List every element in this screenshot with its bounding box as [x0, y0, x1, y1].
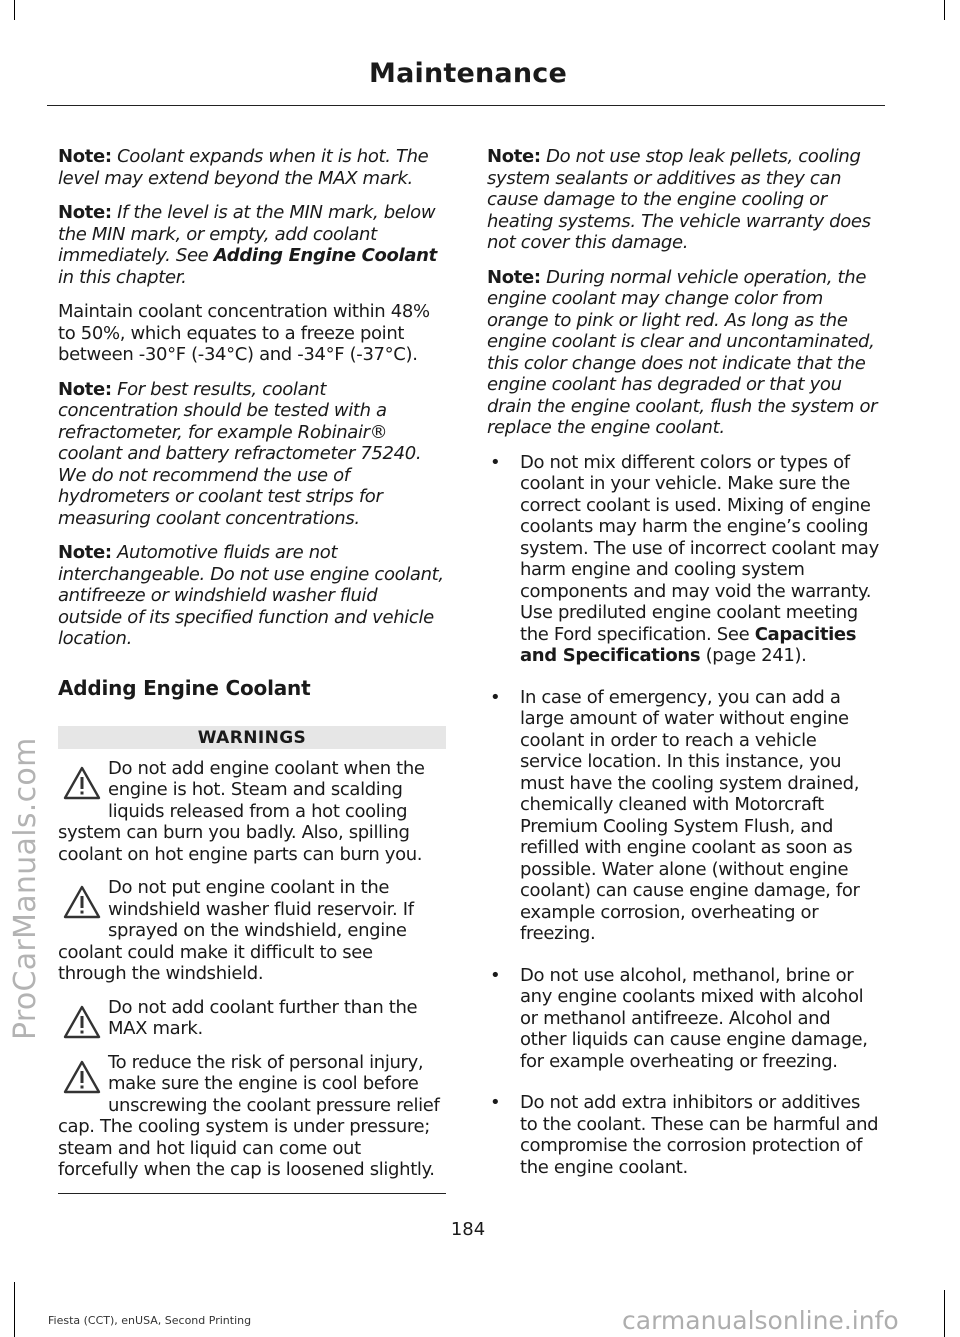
header-rule	[47, 105, 885, 106]
warning-item: Do not add engine coolant when the engine is hot. Steam and scalding liquids released from a hot cooling system can burn you badly. Also, spilling coolant on hot engine parts can burn you.	[58, 757, 425, 865]
crop-mark-bottom-left	[14, 1282, 15, 1337]
page-number: 184	[450, 1219, 486, 1240]
note-fluids-not-interchangeable: Note: Automotive fluids are not interchangeable. Do not use engine coolant, antifreeze or windshield washer fluid outside of its specified function and vehicle location.	[58, 542, 444, 649]
xref-adding-engine-coolant[interactable]: Adding Engine Coolant	[213, 245, 437, 266]
left-column	[58, 146, 446, 1194]
crop-mark-bottom-right	[944, 1290, 945, 1337]
warning-triangle-icon	[62, 883, 102, 921]
warning-item: To reduce the risk of personal injury, make sure the engine is cool before unscrewing the coolant pressure relief cap. The cooling system is under pressure; steam and hot liquid can come out forcefully when the cap is loosened slightly.	[58, 1051, 440, 1180]
watermark-bottom: carmanualsonline.info	[622, 1306, 899, 1335]
note-stop-leak: Note: Do not use stop leak pellets, cooling system sealants or additives as they can cause damage to the engine cooling or heating systems. The vehicle warranty does not cover this damage.	[487, 146, 871, 253]
crop-mark-top-left	[14, 0, 15, 20]
bullet-marker: •	[490, 451, 501, 473]
list-item: • Do not use alcohol, methanol, brine or any engine coolants mixed with alcohol or methanol antifreeze. Alcohol and other liquids can cause engine damage, for example overheating or freezing.	[490, 964, 868, 1072]
watermark-side: ProCarManuals.com	[8, 737, 43, 1040]
crop-mark-top-right	[944, 0, 945, 20]
coolant-bullet-list	[487, 452, 879, 1179]
warning-item: Do not add coolant further than the MAX mark.	[58, 997, 446, 1040]
bullet-marker: •	[490, 686, 501, 708]
note-color-change: Note: During normal vehicle operation, the engine coolant may change color from orange to pink or light red. As long as the engine coolant is clear and uncontaminated, this color change does not indicate that the engine coolant has degraded or that you drain the engine coolant, flush the system or replace the engine coolant.	[487, 266, 878, 438]
footer-edition: Fiesta (CCT), enUSA, Second Printing	[48, 1314, 252, 1327]
xref-capacities-specifications[interactable]: Capacities and Specifications	[520, 623, 857, 666]
list-item: • Do not mix different colors or types of coolant in your vehicle. Make sure the correct coolant is used. Mixing of engine coolants may harm the engine’s cooling system. The use of incorrect coolant may harm engine and cooling system components and may void the warranty. Use prediluted engine coolant meeting the Ford specification. See Capacities and Specifications (page 241).	[490, 451, 879, 666]
warnings-end-rule	[58, 1193, 446, 1194]
note-coolant-expands: Note: Coolant expands when it is hot. The level may extend beyond the MAX mark.	[58, 146, 429, 189]
warnings-heading: WARNINGS	[58, 726, 446, 749]
note-min-level: Note: If the level is at the MIN mark, below the MIN mark, or empty, add coolant immediately. See Adding Engine Coolant in this chapter.	[58, 202, 437, 288]
warning-triangle-icon	[62, 764, 102, 802]
warning-triangle-icon	[62, 1058, 102, 1096]
warning-item: Do not put engine coolant in the windshield washer fluid reservoir. If sprayed on the windshield, engine coolant could make it difficult to see through the windshield.	[58, 877, 414, 984]
bullet-marker: •	[490, 1092, 501, 1113]
list-item: • Do not add extra inhibitors or additives to the coolant. These can be harmful and compromise the corrosion protection of the engine coolant.	[490, 1092, 879, 1178]
note-refractometer: Note: For best results, coolant concentration should be tested with a refractometer, for example Robinair® coolant and battery refractometer 75240. We do not recommend the use of hydrometers or coolant test strips for measuring coolant concentrations.	[58, 378, 422, 529]
right-column	[487, 146, 879, 1198]
warning-triangle-icon	[62, 1003, 102, 1041]
page-header-title: Maintenance	[369, 58, 567, 89]
section-heading-adding-coolant: Adding Engine Coolant	[58, 675, 311, 700]
list-item: • In case of emergency, you can add a large amount of water without engine coolant in order to reach a vehicle service location. In this instance, you must have the cooling system drained, chemically cleaned with Motorcraft Premium Cooling System Flush, and refilled with engine coolant as soon as possible. Water alone (without engine coolant) can cause engine damage, for example corrosion, overheating or freezing.	[490, 686, 860, 944]
bullet-marker: •	[490, 964, 501, 986]
paragraph-concentration: Maintain coolant concentration within 48% to 50%, which equates to a freeze point between -30°F (-34°C) and -34°F (-37°C).	[58, 301, 430, 365]
